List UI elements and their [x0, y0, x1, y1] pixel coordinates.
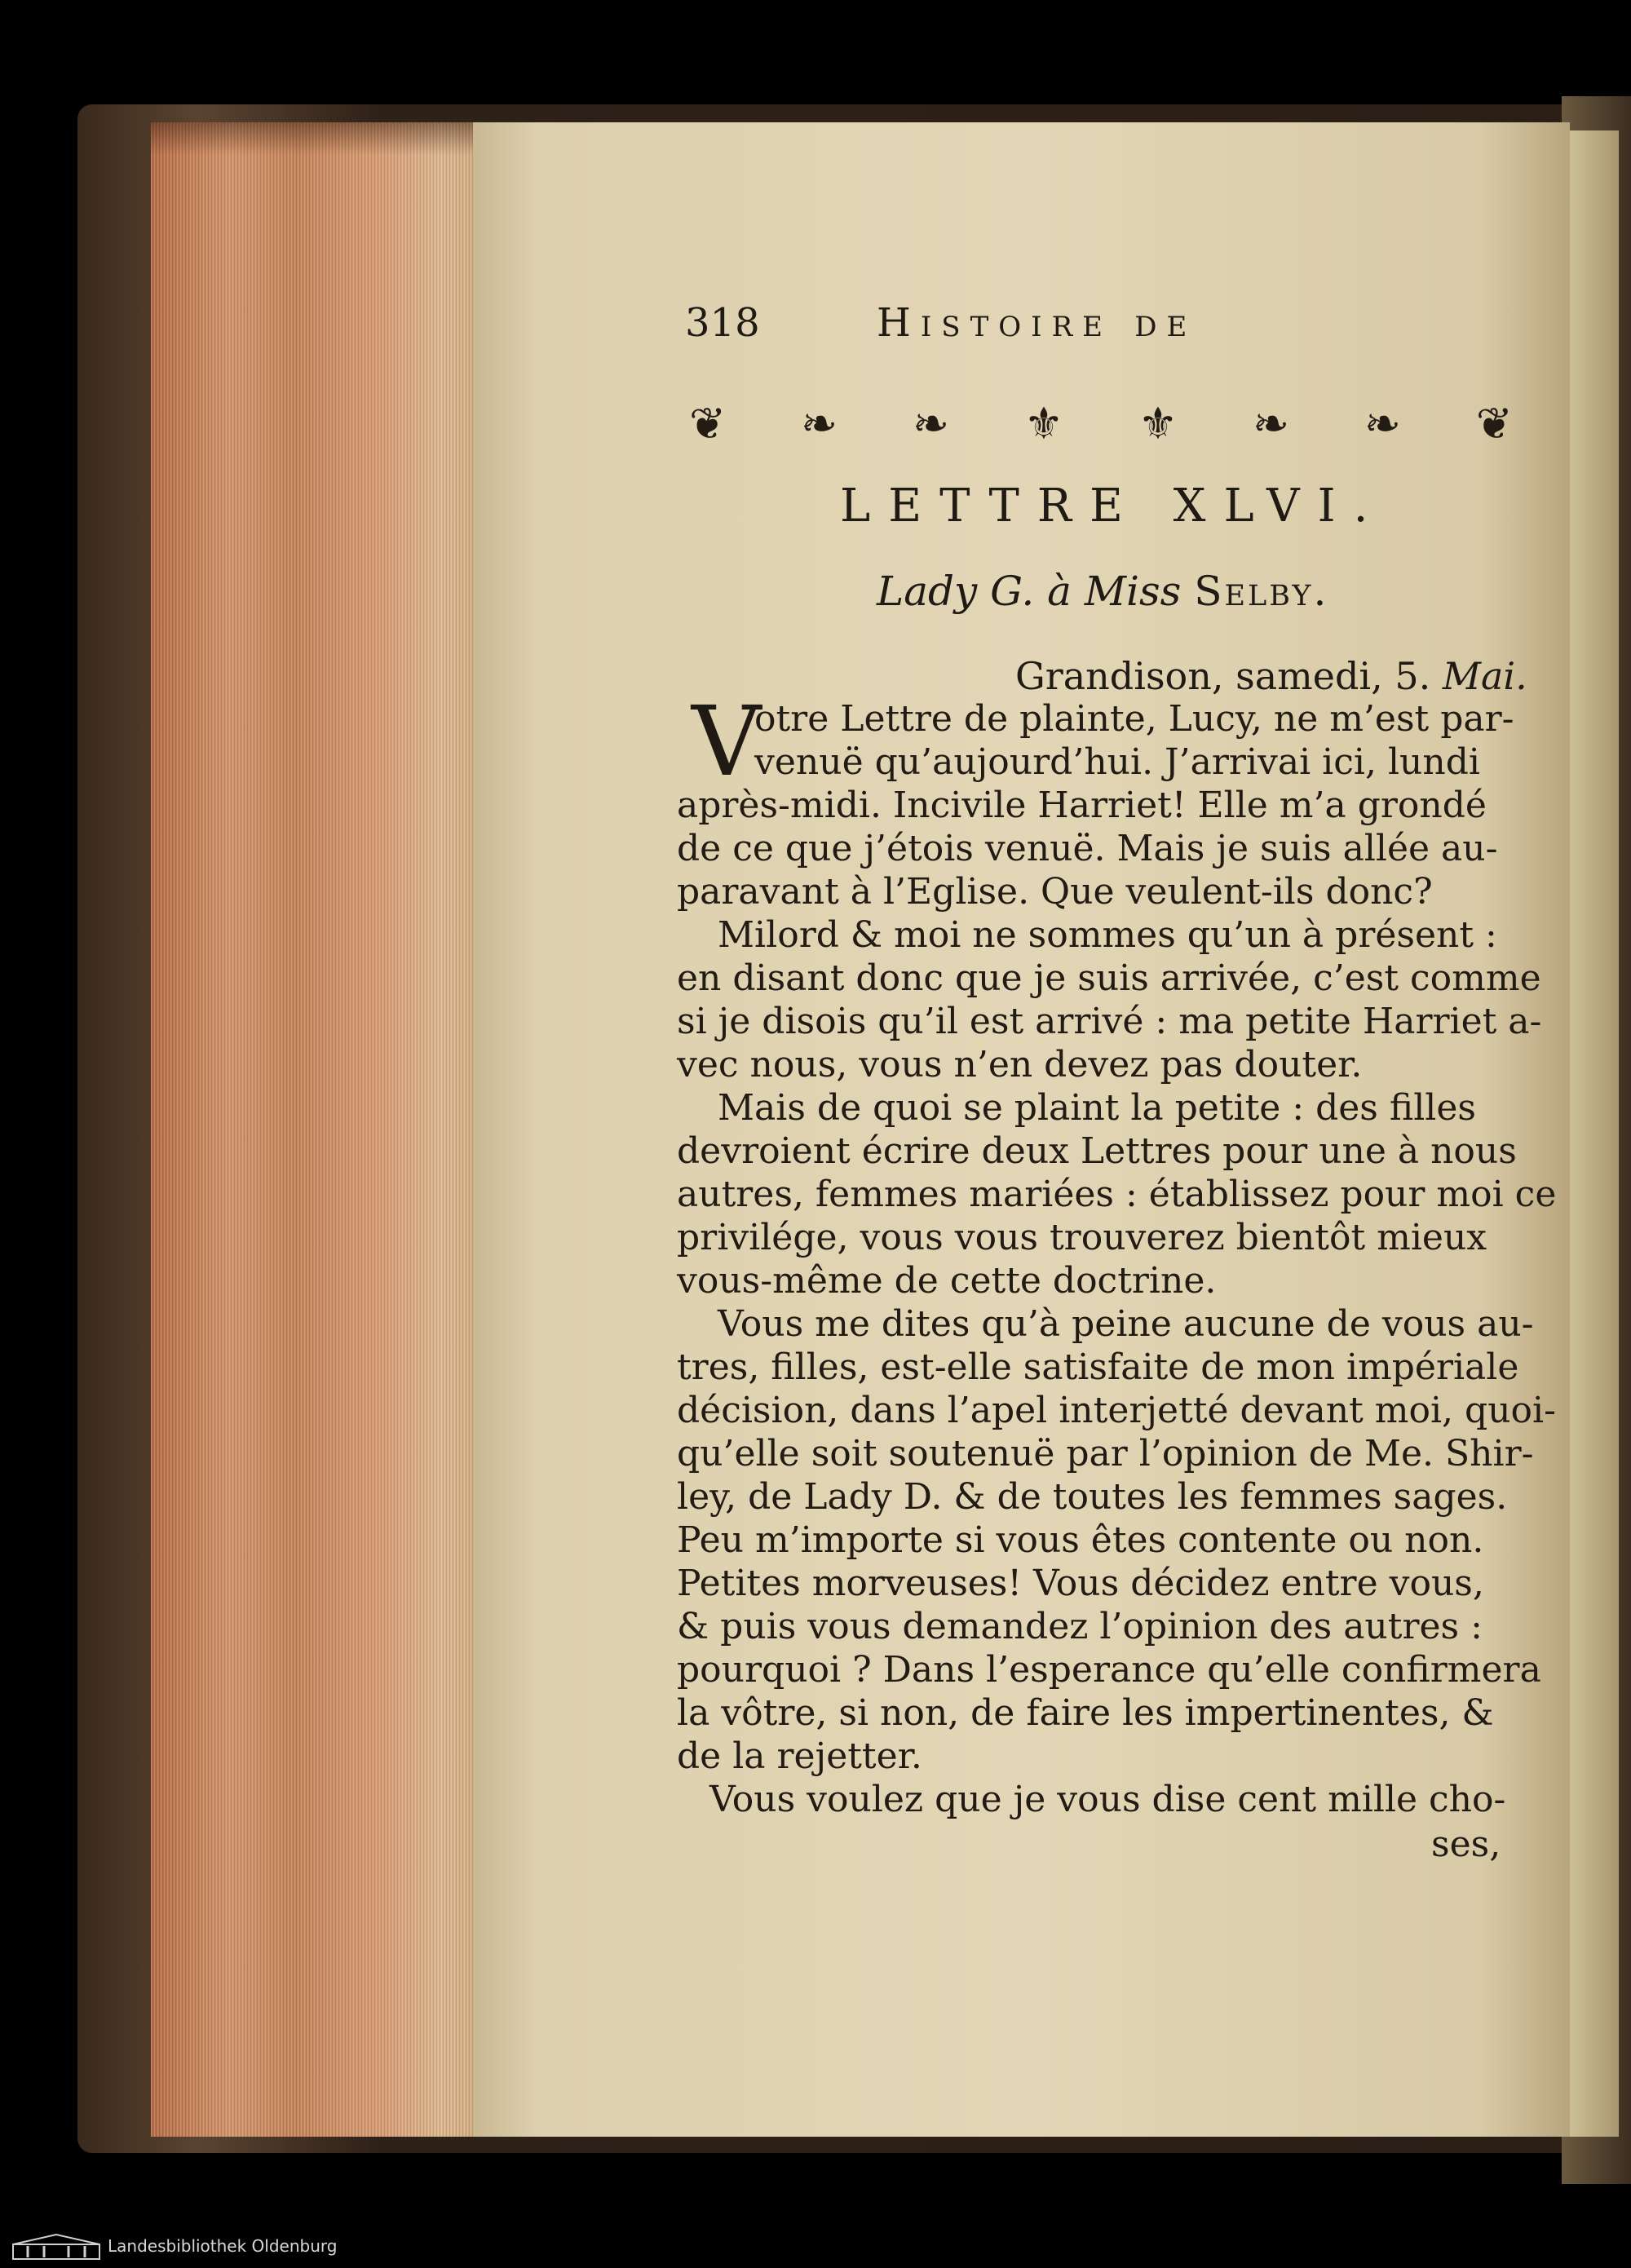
- text-line: la vôtre, si non, de faire les impertinentes, &: [677, 1692, 1494, 1734]
- ornament-band: [689, 398, 1513, 450]
- running-head: Histoire de: [877, 300, 1197, 346]
- text-line: venuë qu’aujourd’hui. J’arrivai ici, lundi: [754, 741, 1480, 783]
- text-line: devroient écrire deux Lettres pour une à nous: [677, 1130, 1517, 1172]
- text-line: ley, de Lady D. & de toutes les femmes sages.: [677, 1476, 1508, 1518]
- ornament-glyph: ❧: [800, 398, 838, 449]
- ornament-glyph: ❧: [1364, 398, 1402, 449]
- dateline-month: Mai.: [1442, 654, 1527, 698]
- text-line: en disant donc que je suis arrivée, c’est comme: [677, 957, 1541, 999]
- text-line: Mais de quoi se plaint la petite : des filles: [718, 1087, 1476, 1129]
- ornament-glyph: ❧: [1252, 398, 1290, 449]
- library-building-icon: [11, 2233, 101, 2261]
- library-name: Landesbibliothek Oldenburg: [108, 2236, 338, 2256]
- text-line: décision, dans l’apel interjetté devant moi, quoi-: [677, 1390, 1556, 1431]
- text-line: après-midi. Incivile Harriet! Elle m’a grondé: [677, 785, 1487, 826]
- text-line: Petites morveuses! Vous décidez entre vous,: [677, 1563, 1484, 1604]
- text-line: Vous voulez que je vous dise cent mille cho-: [709, 1779, 1506, 1820]
- text-line: Peu m’importe si vous êtes contente ou non.: [677, 1519, 1484, 1561]
- text-line: vec nous, vous n’en devez pas douter.: [677, 1044, 1363, 1085]
- text-line: autres, femmes mariées : établissez pour moi ce: [677, 1174, 1557, 1215]
- ornament-glyph: ⚜: [1138, 398, 1178, 449]
- salutation-miss: Miss: [1084, 568, 1182, 615]
- text-line: Milord & moi ne sommes qu’un à présent :: [718, 914, 1497, 956]
- page-edges: [151, 122, 473, 2137]
- dateline-place: Grandison, samedi, 5.: [1015, 654, 1431, 698]
- page-edges-shadow: [151, 122, 473, 155]
- text-line: pourquoi ? Dans l’esperance qu’elle confirmera: [677, 1649, 1541, 1691]
- ornament-glyph: ❦: [1475, 398, 1513, 449]
- text-line: vous-même de cette doctrine.: [677, 1260, 1217, 1302]
- text-line: privilége, vous vous trouverez bientôt mieux: [677, 1217, 1487, 1258]
- text-line: de ce que j’étois venuë. Mais je suis allée au-: [677, 828, 1498, 869]
- text-line: tres, filles, est-elle satisfaite de mon impériale: [677, 1346, 1519, 1388]
- dateline: [1015, 654, 1527, 698]
- text-line: qu’elle soit soutenuë par l’opinion de Me. Shir-: [677, 1433, 1534, 1474]
- text-line: otre Lettre de plainte, Lucy, ne m’est par-: [754, 698, 1514, 740]
- ornament-glyph: ❦: [689, 398, 727, 449]
- salutation-name: Selby.: [1194, 568, 1329, 615]
- text-line: de la rejetter.: [677, 1735, 922, 1777]
- facing-page-edge: [1570, 130, 1619, 2137]
- text-line: si je disois qu’il est arrivé : ma petite Harriet a-: [677, 1001, 1542, 1042]
- catchword: ses,: [1431, 1824, 1501, 1865]
- text-line: & puis vous demandez l’opinion des autres :: [677, 1606, 1483, 1647]
- text-line: Vous me dites qu’à peine aucune de vous au-: [718, 1303, 1534, 1345]
- letter-title: LETTRE XLVI.: [840, 480, 1386, 533]
- letter-salutation: [877, 568, 1328, 615]
- text-line: paravant à l’Eglise. Que veulent-ils donc?: [677, 871, 1433, 913]
- salutation-prefix: Lady G. à: [877, 568, 1072, 615]
- page-number: 318: [685, 300, 760, 346]
- ornament-glyph: ❧: [912, 398, 950, 449]
- ornament-glyph: ⚜: [1023, 398, 1064, 449]
- drop-cap: V: [692, 685, 762, 798]
